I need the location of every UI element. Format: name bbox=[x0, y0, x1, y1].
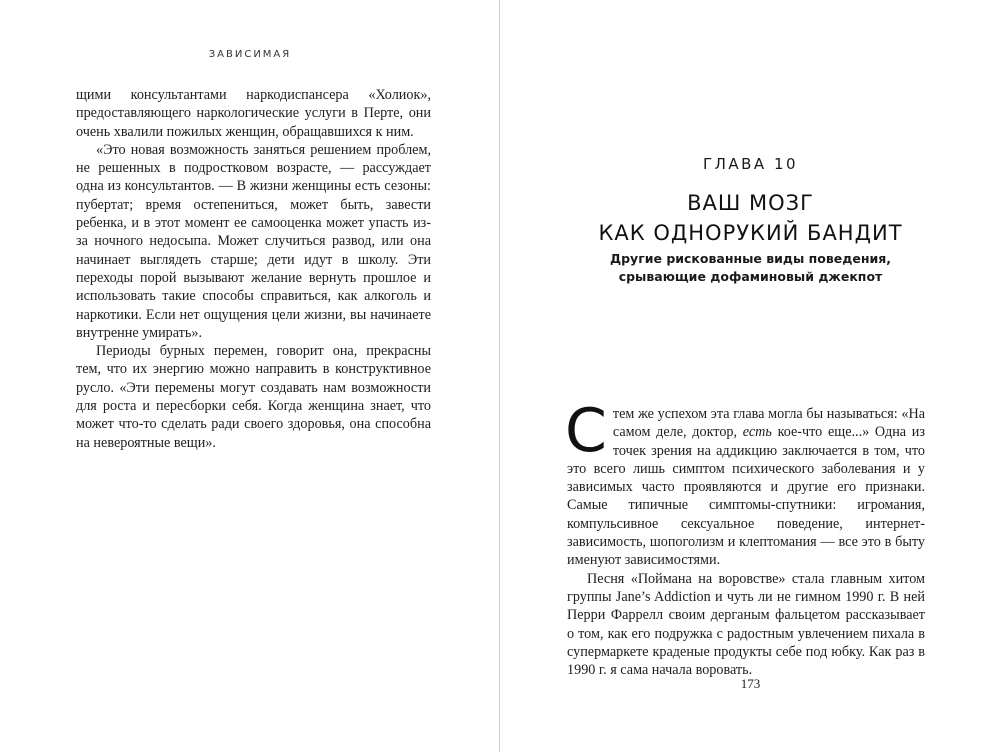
left-page-text bbox=[76, 86, 431, 452]
chapter-subtitle bbox=[501, 250, 1000, 286]
chapter-label: ГЛАВА 10 bbox=[702, 155, 799, 173]
opening-text-part-1: тем же успехом эта глава могла бы называться: «На самом деле, доктор, bbox=[612, 406, 925, 441]
chapter-subtitle-line-1: Другие рискованные виды поведения, bbox=[609, 251, 892, 266]
running-head: ЗАВИСИМАЯ bbox=[208, 49, 292, 60]
chapter-title-line-1: ВАШ МОЗГ bbox=[687, 191, 814, 215]
paragraph: «Это новая возможность заняться решением проблем, не решенных в подростковом возрасте, — рассуждает одна из консультантов. — В жизни женщины есть сезоны: пубертат; время остепениться, может быть, завести ребенка, и в этот момент ее самооценка может упасть из-за ночного недосыпа. Может случиться развод, или она начинает выглядеть старше; дети идут в школу. Эти переходы порой вызывают желание вернуть прошлое и использовать такие способы справиться, как алкоголь и наркотики. Если нет ощущения цели жизни, вы начинаете внутренне умирать». bbox=[76, 141, 431, 341]
opening-text-part-2: кое-что еще...» Одна из точек зрения на аддикцию заключается в том, что это всего лишь симптом психического заболевания и у зависимых часто проявляются и другие его признаки. Самые типичные симптомы-спутники: игромания, компульсивное сексуальное поведение, интернет-зависимость, шопоголизм и клептомания — все это в быту именуют зависимостями. bbox=[567, 424, 925, 569]
paragraph: Периоды бурных перемен, говорит она, прекрасны тем, что их энергию можно направить в конструктивное русло. «Эти перемены могут создавать нам возможности для роста и пересборки себя. Когда женщина знает, что может что-то сделать ради своего здоровья, она способна на невероятные вещи». bbox=[76, 343, 431, 451]
paragraph: Песня «Поймана на воровстве» стала главным хитом группы Jane’s Addiction и чуть ли не гимном 1990 г. В ней Перри Фаррелл своим дерганым фальцетом рассказывает о том, как его подружка с радостным увлечением пихала в супермаркете краденые продукты себе под юбку. Как раз в 1990 г. я сама начала воровать. bbox=[567, 570, 925, 679]
chapter-title-line-2: КАК ОДНОРУКИЙ БАНДИТ bbox=[598, 221, 903, 245]
drop-cap: С bbox=[565, 396, 607, 466]
right-page-text bbox=[565, 396, 925, 679]
emphasized-word: есть bbox=[742, 424, 772, 441]
chapter-subtitle-line-2: срывающие дофаминовый джекпот bbox=[618, 269, 883, 284]
opening-paragraph bbox=[565, 396, 925, 570]
paragraph: щими консультантами наркодиспансера «Холиок», предоставляющего наркологические услуги в Перте, они очень хвалили пожилых женщин, обращавшихся к ним. bbox=[76, 87, 431, 140]
page-number: 173 bbox=[740, 676, 761, 691]
chapter-title bbox=[501, 188, 1000, 248]
